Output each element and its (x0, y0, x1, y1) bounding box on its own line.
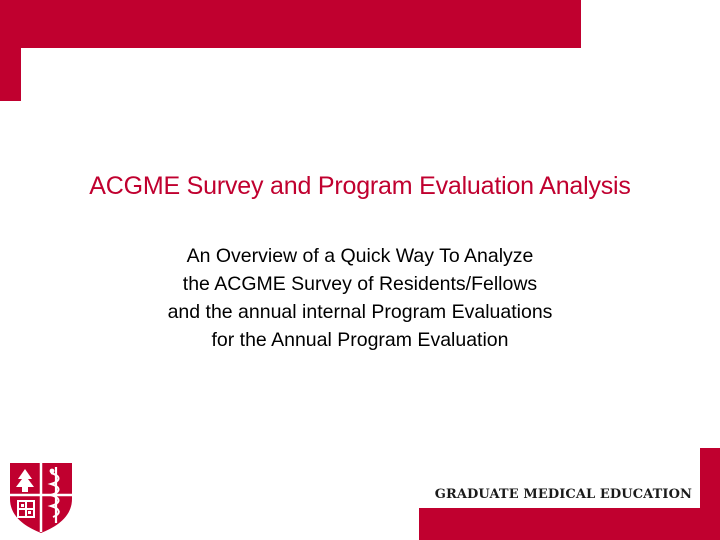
shield-logo-icon (8, 461, 74, 535)
subtitle-line: An Overview of a Quick Way To Analyze (186, 245, 534, 267)
subtitle-line: for the Annual Program Evaluation (211, 329, 509, 351)
footer-label: GRADUATE MEDICAL EDUCATION (434, 487, 692, 502)
left-accent-bar (0, 0, 21, 101)
subtitle-line: and the annual internal Program Evaluations (167, 301, 553, 323)
slide-subtitle (120, 242, 600, 354)
top-accent-bar (0, 0, 581, 48)
bottom-accent-bar (419, 508, 720, 540)
subtitle-line: the ACGME Survey of Residents/Fellows (182, 273, 538, 295)
slide-title: ACGME Survey and Program Evaluation Analysis (89, 172, 631, 200)
